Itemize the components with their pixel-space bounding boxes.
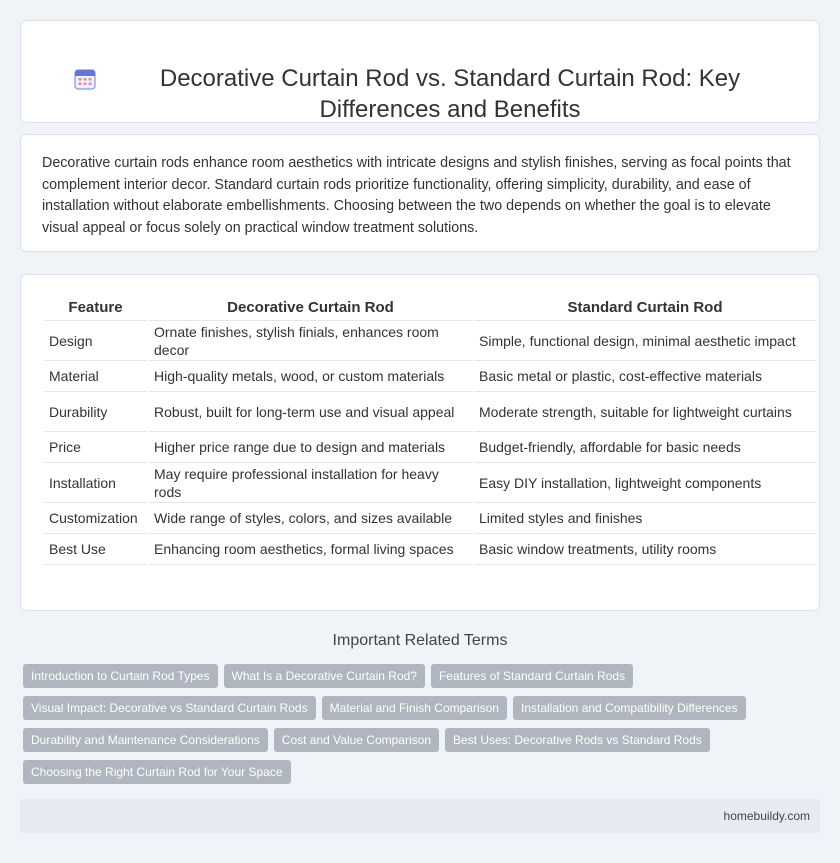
table-row — [44, 534, 816, 565]
comparison-table-card — [20, 274, 820, 611]
table-row — [44, 503, 816, 534]
column-header-feature: Feature — [44, 295, 147, 321]
column-header-decorative: Decorative Curtain Rod — [149, 295, 472, 321]
table-cell: Best Use — [44, 534, 147, 565]
related-term-tag[interactable]: Material and Finish Comparison — [322, 696, 507, 720]
tag-row — [23, 696, 752, 720]
table-cell: Basic window treatments, utility rooms — [474, 534, 816, 565]
table-row — [44, 361, 816, 392]
table-cell: Basic metal or plastic, cost-effective materials — [474, 361, 816, 392]
tag-row — [23, 760, 297, 784]
summary-text: Decorative curtain rods enhance room aesthetics with intricate designs and stylish finishes, serving as focal points that complement interior decor. Standard curtain rods prioritize functionality, offering simplicity, durability, and ease of installation without elaborate embellishments. Choosing between the two depends on whether the goal is to elevate visual appeal or focus solely on practical window treatment solutions. — [42, 155, 791, 236]
comparison-table — [42, 295, 818, 565]
table-row — [44, 432, 816, 463]
table-cell: High-quality metals, wood, or custom materials — [149, 361, 472, 392]
table-cell: May require professional installation for heavy rods — [149, 463, 472, 503]
table-cell: Limited styles and finishes — [474, 503, 816, 534]
table-cell: Price — [44, 432, 147, 463]
table-row — [44, 392, 816, 432]
page-title: Decorative Curtain Rod vs. Standard Curtain Rod: Key Differences and Benefits — [159, 65, 741, 123]
table-cell: Design — [44, 321, 147, 361]
related-term-tag[interactable]: What Is a Decorative Curtain Rod? — [224, 664, 425, 688]
tag-row — [23, 664, 639, 688]
related-term-tag[interactable]: Best Uses: Decorative Rods vs Standard Rods — [445, 728, 710, 752]
table-row — [44, 321, 816, 361]
related-terms-title: Important Related Terms — [332, 632, 508, 649]
related-term-tag[interactable]: Installation and Compatibility Differences — [513, 696, 746, 720]
table-cell: Ornate finishes, stylish finials, enhances room decor — [149, 321, 472, 361]
table-cell: Budget-friendly, affordable for basic needs — [474, 432, 816, 463]
related-term-tag[interactable]: Features of Standard Curtain Rods — [431, 664, 633, 688]
table-cell: Robust, built for long-term use and visual appeal — [149, 392, 472, 432]
related-term-tag[interactable]: Durability and Maintenance Considerations — [23, 728, 268, 752]
table-cell: Customization — [44, 503, 147, 534]
table-cell: Enhancing room aesthetics, formal living spaces — [149, 534, 472, 565]
tag-row — [23, 728, 716, 752]
table-cell: Durability — [44, 392, 147, 432]
footer-site-link[interactable]: homebuildy.com — [723, 809, 810, 823]
header-card — [20, 20, 820, 123]
summary-card — [20, 134, 820, 252]
column-header-standard: Standard Curtain Rod — [474, 295, 816, 321]
table-cell: Moderate strength, suitable for lightweight curtains — [474, 392, 816, 432]
table-row — [44, 463, 816, 503]
table-cell: Material — [44, 361, 147, 392]
table-cell: Simple, functional design, minimal aesthetic impact — [474, 321, 816, 361]
calendar-icon — [73, 67, 97, 91]
related-term-tag[interactable]: Choosing the Right Curtain Rod for Your Space — [23, 760, 291, 784]
footer — [20, 799, 820, 833]
related-term-tag[interactable]: Cost and Value Comparison — [274, 728, 439, 752]
table-cell: Wide range of styles, colors, and sizes available — [149, 503, 472, 534]
table-cell: Higher price range due to design and materials — [149, 432, 472, 463]
table-cell: Easy DIY installation, lightweight components — [474, 463, 816, 503]
related-term-tag[interactable]: Visual Impact: Decorative vs Standard Curtain Rods — [23, 696, 316, 720]
table-header-row — [44, 295, 816, 321]
related-term-tag[interactable]: Introduction to Curtain Rod Types — [23, 664, 218, 688]
table-cell: Installation — [44, 463, 147, 503]
